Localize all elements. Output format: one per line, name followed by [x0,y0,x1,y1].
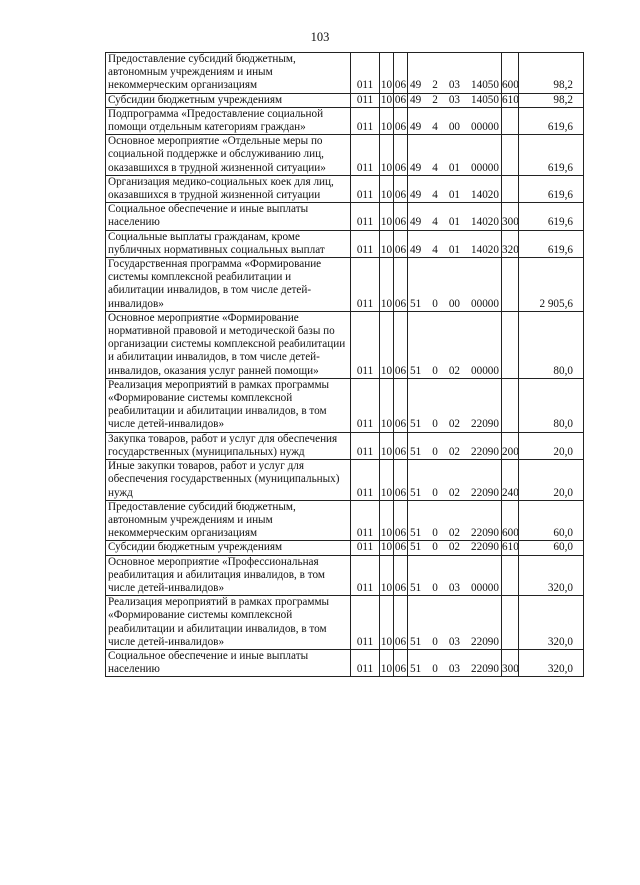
target-article-part: 02 [448,527,460,540]
target-article-part: 0 [432,581,438,594]
target-article-part: 51 [410,581,422,594]
target-article-part: 02 [448,541,460,554]
target-article-part: 0 [432,418,438,431]
row-name: Подпрограмма «Предоставление социальной помощи отдельным категориям граждан» [106,107,351,134]
target-article-part: 03 [448,93,460,106]
target-article-part: 49 [410,121,422,134]
target-article-part: 2 [432,79,438,92]
expense-type-code: 610 [502,93,519,106]
target-article-code [408,596,502,650]
row-name: Закупка товаров, работ и услуг для обеспечения государственных (муниципальных) нужд [106,432,351,459]
target-article-part: 14050 [471,93,499,106]
subsection-code: 06 [394,596,408,650]
target-article-code [408,555,502,596]
section-code: 10 [380,135,394,176]
row-name: Социальные выплаты гражданам, кроме публичных нормативных социальных выплат [106,230,351,257]
table-row [106,460,584,501]
table-row [106,649,584,676]
target-article-part: 00000 [471,581,499,594]
amount: 320,0 [519,596,584,650]
target-article-part: 2 [432,93,438,106]
subsection-code: 06 [394,175,408,202]
target-article-part: 51 [410,486,422,499]
target-article-part: 51 [410,635,422,648]
section-code: 10 [380,555,394,596]
row-name: Реализация мероприятий в рамках программы «Формирование системы комплексной реабилитации и абилитации инвалидов, в том числе детей-инвалидов» [106,378,351,432]
ved-code: 011 [351,107,380,134]
target-article-part: 22090 [471,527,499,540]
amount: 80,0 [519,378,584,432]
target-article-part: 49 [410,161,422,174]
expense-type-code: 600 [502,500,519,541]
amount: 320,0 [519,555,584,596]
section-code: 10 [380,53,394,94]
target-article-code [408,107,502,134]
subsection-code: 06 [394,460,408,501]
table-row [106,107,584,134]
subsection-code: 06 [394,649,408,676]
table-row [106,555,584,596]
target-article-part: 03 [448,663,460,676]
ved-code: 011 [351,258,380,312]
section-code: 10 [380,311,394,378]
target-article-part: 01 [448,216,460,229]
row-name: Основное мероприятие «Отдельные меры по социальной поддержке и обслуживанию лиц, оказавшихся в трудной жизненной ситуации» [106,135,351,176]
target-article-code [408,378,502,432]
expense-type-code [502,596,519,650]
target-article-part: 0 [432,364,438,377]
amount: 98,2 [519,93,584,107]
target-article-part: 0 [432,541,438,554]
subsection-code: 06 [394,311,408,378]
target-article-part: 01 [448,161,460,174]
subsection-code: 06 [394,53,408,94]
subsection-code: 06 [394,258,408,312]
target-article-part: 0 [432,297,438,310]
expense-type-code [502,311,519,378]
table-row [106,135,584,176]
subsection-code: 06 [394,203,408,230]
amount: 619,6 [519,175,584,202]
row-name: Социальное обеспечение и иные выплаты населению [106,203,351,230]
target-article-code [408,93,502,107]
section-code: 10 [380,175,394,202]
row-name: Основное мероприятие «Профессиональная реабилитация и абилитация инвалидов, в том числе детей-инвалидов» [106,555,351,596]
target-article-part: 02 [448,445,460,458]
amount: 20,0 [519,432,584,459]
subsection-code: 06 [394,107,408,134]
amount: 619,6 [519,107,584,134]
target-article-part: 4 [432,243,438,256]
budget-table [105,52,584,677]
target-article-part: 0 [432,635,438,648]
ved-code: 011 [351,175,380,202]
target-article-part: 02 [448,418,460,431]
amount: 619,6 [519,230,584,257]
target-article-code [408,541,502,555]
ved-code: 011 [351,203,380,230]
ved-code: 011 [351,460,380,501]
target-article-part: 51 [410,445,422,458]
target-article-part: 0 [432,486,438,499]
table-row [106,378,584,432]
row-name: Предоставление субсидий бюджетным, автономным учреждениям и иным некоммерческим организациям [106,53,351,94]
target-article-part: 00000 [471,161,499,174]
target-article-part: 49 [410,216,422,229]
page-number: 103 [310,30,330,44]
amount: 320,0 [519,649,584,676]
section-code: 10 [380,541,393,554]
target-article-part: 0 [432,527,438,540]
target-article-code [408,500,502,541]
amount: 80,0 [519,311,584,378]
section-code: 10 [380,203,394,230]
target-article-part: 51 [410,527,422,540]
expense-type-code [502,258,519,312]
target-article-code [408,432,502,459]
expense-type-code [502,175,519,202]
row-name: Субсидии бюджетным учреждениям [106,93,351,107]
target-article-part: 51 [410,663,422,676]
ved-code: 011 [351,649,380,676]
section-code: 10 [380,500,394,541]
section-code: 10 [380,378,394,432]
expense-type-code: 300 [502,203,519,230]
table-row [106,175,584,202]
target-article-part: 00 [448,121,460,134]
subsection-code: 06 [394,555,408,596]
table-row [106,311,584,378]
amount: 60,0 [519,541,584,555]
table-row [106,93,584,107]
ved-code: 011 [351,378,380,432]
table-row [106,500,584,541]
target-article-part: 14050 [471,79,499,92]
target-article-part: 02 [448,364,460,377]
section-code: 10 [380,432,394,459]
target-article-code [408,135,502,176]
target-article-code [408,203,502,230]
subsection-code: 06 [394,378,408,432]
subsection-code: 06 [394,230,408,257]
subsection-code: 06 [394,500,408,541]
target-article-part: 22090 [471,663,499,676]
target-article-part: 49 [410,93,422,106]
subsection-code: 06 [394,135,408,176]
target-article-part: 00000 [471,297,499,310]
target-article-part: 51 [410,364,422,377]
target-article-part: 4 [432,161,438,174]
table-row [106,596,584,650]
table-row [106,258,584,312]
amount: 60,0 [519,500,584,541]
ved-code: 011 [351,555,380,596]
target-article-part: 51 [410,297,422,310]
table-row [106,230,584,257]
amount: 2 905,6 [519,258,584,312]
target-article-part: 4 [432,121,438,134]
row-name: Субсидии бюджетным учреждениям [106,541,351,555]
target-article-part: 0 [432,663,438,676]
amount: 98,2 [519,53,584,94]
target-article-code [408,460,502,501]
row-name: Государственная программа «Формирование системы комплексной реабилитации и абилитации инвалидов, в том числе детей-инвалидов» [106,258,351,312]
ved-code: 011 [351,135,380,176]
target-article-part: 4 [432,216,438,229]
ved-code: 011 [351,311,380,378]
section-code: 10 [380,258,394,312]
target-article-part: 14020 [471,216,499,229]
ved-code: 011 [351,596,380,650]
expense-type-code: 320 [502,230,519,257]
target-article-part: 01 [448,243,460,256]
ved-code: 011 [351,93,380,107]
target-article-code [408,311,502,378]
section-code: 10 [380,460,394,501]
expense-type-code: 610 [502,541,519,554]
amount: 20,0 [519,460,584,501]
expense-type-code [502,135,519,176]
ved-code: 011 [351,53,380,94]
section-code: 10 [380,93,393,106]
target-article-part: 51 [410,418,422,431]
target-article-part: 49 [410,189,422,202]
target-article-part: 22090 [471,486,499,499]
budget-table-body [106,53,584,677]
target-article-part: 49 [410,79,422,92]
target-article-code [408,230,502,257]
amount: 619,6 [519,135,584,176]
target-article-part: 0 [432,445,438,458]
ved-code: 011 [351,541,380,555]
expense-type-code: 240 [502,460,519,501]
row-name: Иные закупки товаров, работ и услуг для обеспечения государственных (муниципальных) нужд [106,460,351,501]
section-code: 10 [380,230,394,257]
target-article-part: 03 [448,79,460,92]
row-name: Социальное обеспечение и иные выплаты населению [106,649,351,676]
row-name: Предоставление субсидий бюджетным, автономным учреждениям и иным некоммерческим организациям [106,500,351,541]
target-article-part: 4 [432,189,438,202]
target-article-part: 22090 [471,541,499,554]
subsection-code: 06 [394,541,407,554]
section-code: 10 [380,649,394,676]
row-name: Организация медико-социальных коек для лиц, оказавшихся в трудной жизненной ситуации [106,175,351,202]
target-article-part: 22090 [471,418,499,431]
target-article-part: 14020 [471,189,499,202]
ved-code: 011 [351,500,380,541]
table-row [106,203,584,230]
expense-type-code [502,107,519,134]
target-article-part: 03 [448,581,460,594]
target-article-part: 00 [448,297,460,310]
expense-type-code: 200 [502,432,519,459]
target-article-part: 02 [448,486,460,499]
target-article-code [408,53,502,94]
expense-type-code [502,378,519,432]
target-article-code [408,258,502,312]
ved-code: 011 [351,432,380,459]
section-code: 10 [380,596,394,650]
expense-type-code: 300 [502,649,519,676]
ved-code: 011 [351,230,380,257]
target-article-part: 01 [448,189,460,202]
table-row [106,432,584,459]
row-name: Основное мероприятие «Формирование нормативной правовой и методической базы по организации системы комплексной реабилитации и абилитации инвалидов, в том числе детей-инвалидов, оказания услуг ранней помощи» [106,311,351,378]
section-code: 10 [380,107,394,134]
table-row [106,541,584,555]
target-article-code [408,649,502,676]
row-name: Реализация мероприятий в рамках программы «Формирование системы комплексной реабилитации и абилитации инвалидов, в том числе детей-инвалидов» [106,596,351,650]
target-article-part: 14020 [471,243,499,256]
target-article-code [408,175,502,202]
subsection-code: 06 [394,432,408,459]
target-article-part: 22090 [471,445,499,458]
expense-type-code: 600 [502,53,519,94]
subsection-code: 06 [394,93,407,106]
target-article-part: 22090 [471,635,499,648]
table-row [106,53,584,94]
target-article-part: 49 [410,243,422,256]
target-article-part: 51 [410,541,422,554]
expense-type-code [502,555,519,596]
target-article-part: 03 [448,635,460,648]
target-article-part: 00000 [471,121,499,134]
target-article-part: 00000 [471,364,499,377]
amount: 619,6 [519,203,584,230]
